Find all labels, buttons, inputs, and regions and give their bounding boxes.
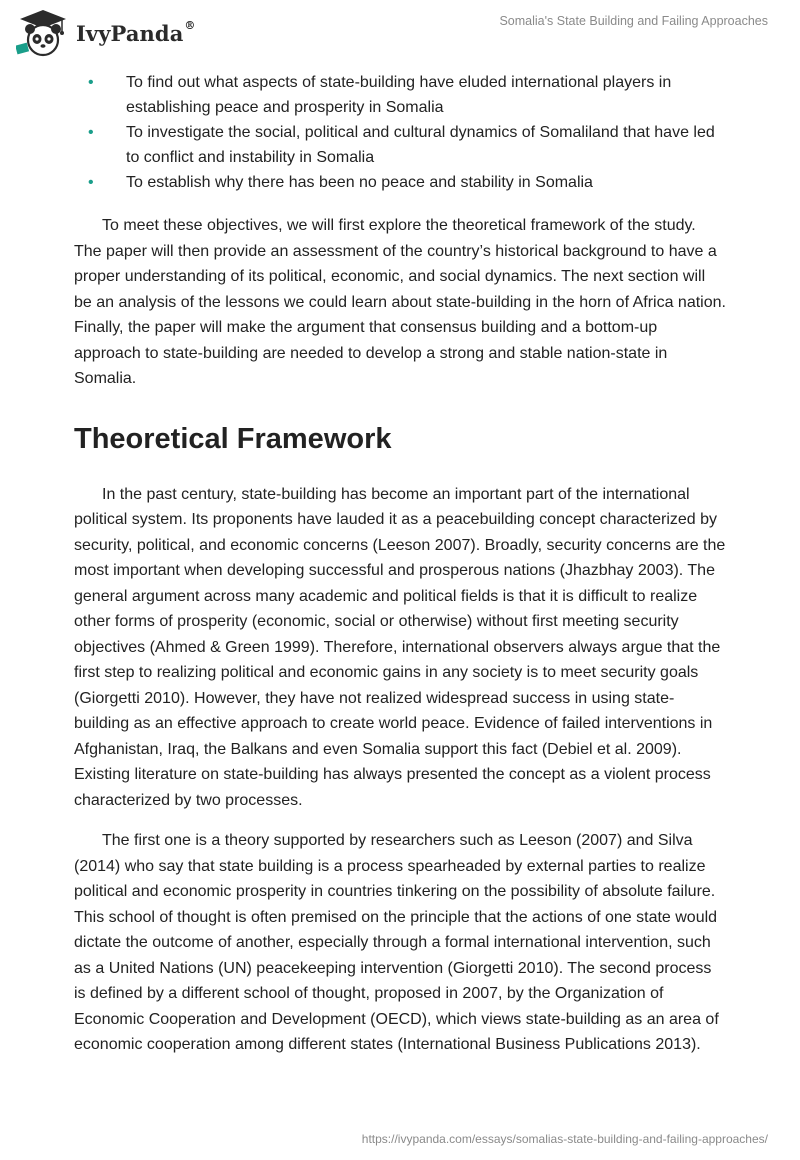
list-item: • To find out what aspects of state-building have eluded international players in establishing peace and prosperity in Somalia [74,70,726,120]
framework-paragraph-1: In the past century, state-building has become an important part of the international political system. Its proponents have lauded it as a peacebuilding concept characterized by security, political, and economic concerns (Leeson 2007). Broadly, security concerns are the most important when developing successful and prosperous nations (Jhazbhay 2003). The general argument across many academic and political fields is that it is difficult to realize other forms of prosperity (economic, social or otherwise) without first meeting security objectives (Ahmed & Green 1999). Therefore, international observers always argue that the first step to realizing political and economic gains in any society is to meet security goals (Giorgetti 2010). However, they have not realized widespread success in using state-building as an effective approach to create world peace. Evidence of failed interventions in Afghanistan, Iraq, the Balkans and even Somalia support this fact (Debiel et al. 2009). Existing literature on state-building has always presented the concept as a violent process characterized by two processes. [74,485,726,809]
objectives-list [74,70,726,195]
document-body [74,70,726,1058]
intro-paragraph: To meet these objectives, we will first explore the theoretical framework of the study. The paper will then provide an assessment of the country’s historical background to have a proper understanding of its political, economic, and social dynamics. The next section will be an analysis of the lessons we could learn about state-building in the horn of Africa nation. Finally, the paper will make the argument that consensus building and a bottom-up approach to state-building are needed to develop a strong and stable nation-state in Somalia. [74,217,726,387]
section-heading: Theoretical Framework [74,422,392,455]
page-header [0,0,800,66]
panda-graduate-icon [16,8,70,58]
source-url[interactable]: https://ivypanda.com/essays/somalias-state-building-and-failing-approaches/ [361,1132,768,1146]
brand-name: IvyPanda® [76,18,196,46]
bullet-icon: • [88,124,94,141]
bullet-icon: • [88,74,94,91]
framework-paragraph-2: The first one is a theory supported by researchers such as Leeson (2007) and Silva (2014) who say that state building is a process spearheaded by external parties to realize political and economic prosperity in countries tinkering on the possibility of absolute failure. This school of thought is often premised on the principle that the actions of one state would dictate the outcome of another, especially through a formal international intervention, such as a United Nations (UN) peacekeeping intervention (Giorgetti 2010). The second process is defined by a different school of thought, proposed in 2007, by the Organization of Economic Cooperation and Development (OECD), which views state-building as an area of economic cooperation among different states (International Business Publications 2013). [74,832,719,1053]
bullet-icon: • [88,174,94,191]
document-title: Somalia's State Building and Failing Approaches [499,14,768,28]
list-item: • To investigate the social, political and cultural dynamics of Somaliland that have led to conflict and instability in Somalia [74,120,726,170]
list-item: • To establish why there has been no peace and stability in Somalia [74,170,726,195]
ivypanda-logo[interactable] [16,8,196,58]
